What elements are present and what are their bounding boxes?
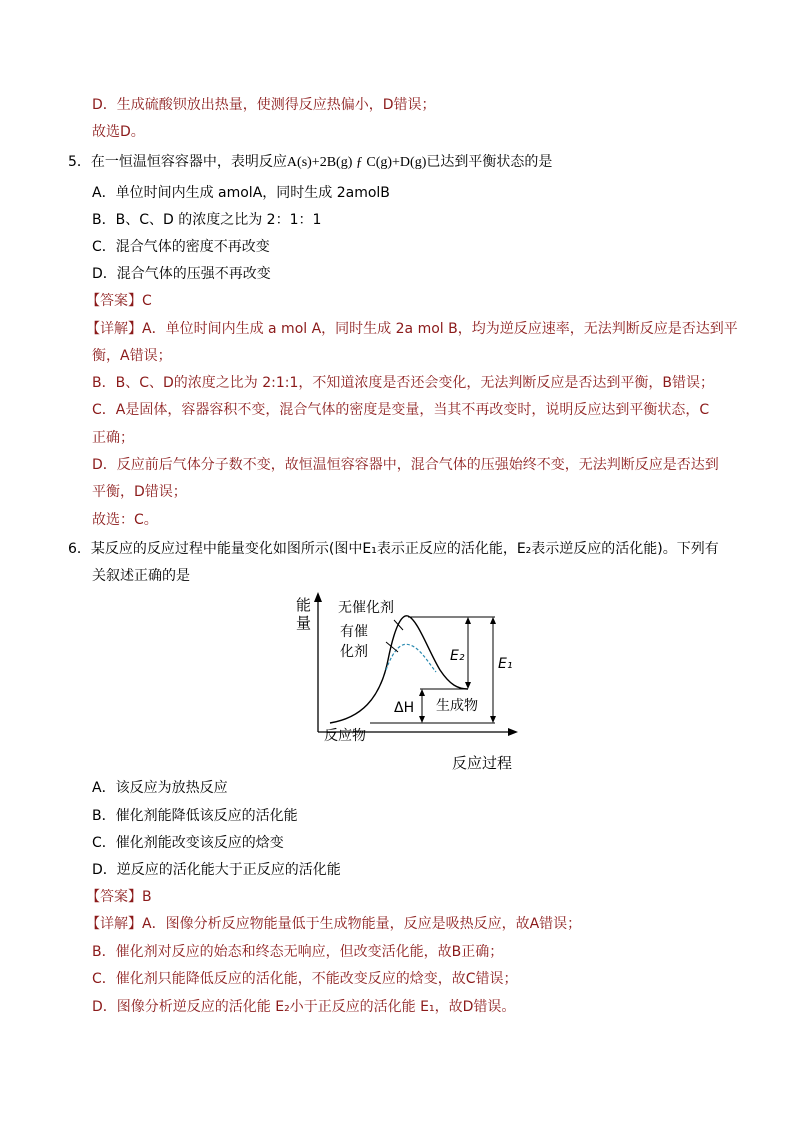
q5-explanation-4: D．反应前后气体分子数不变，故恒温恒容容器中，混合气体的压强始终不变，无法判断反应是否达到 xyxy=(92,457,719,473)
q5-answer xyxy=(86,291,152,311)
q6-option-c: C．催化剂能改变该反应的焓变 xyxy=(92,835,284,851)
y-axis-label-2: 量 xyxy=(296,614,312,632)
q6-explanation-2: B．催化剂对反应的始态和终态无响应，但改变活化能，故B正确； xyxy=(92,944,504,960)
product-label: 生成物 xyxy=(436,698,478,714)
q5-explanation-3: C．A是固体，容器容积不变，混合气体的密度是变量，当其不再改变时，说明反应达到平衡状态，C xyxy=(92,402,710,418)
q5-conclusion: 故选：C。 xyxy=(92,512,158,528)
catalyst-label-2: 化剂 xyxy=(340,644,368,660)
explanation-text: A．图像分析反应物能量低于生成物能量，反应是吸热反应，故A错误； xyxy=(142,916,582,932)
q5-explanation-1b: 衡，A错误； xyxy=(92,348,172,364)
q6-option-a: A．该反应为放热反应 xyxy=(92,780,228,796)
reactant-label: 反应物 xyxy=(324,728,366,744)
q6-answer xyxy=(86,887,152,907)
question-text: 在一恒温恒容容器中，表明反应 xyxy=(90,154,287,170)
explanation-tag: 【详解】 xyxy=(86,916,142,932)
e1-arrow-head-top xyxy=(490,617,496,624)
y-axis-arrow xyxy=(314,592,322,602)
question-text-tail: 已达到平衡状态的是 xyxy=(426,154,553,170)
q5-option-a: A．单位时间内生成 amolA，同时生成 2amolB xyxy=(92,185,390,201)
q6-option-d: D．逆反应的活化能大于正反应的活化能 xyxy=(92,862,341,878)
dh-arrow-head-top xyxy=(419,689,425,696)
e2-label: E₂ xyxy=(450,648,465,664)
x-axis-arrow xyxy=(508,728,518,736)
answer-value: C xyxy=(142,293,152,309)
answer-value: B xyxy=(142,889,152,905)
prev-option-d: D．生成硫酸钡放出热量，使测得反应热偏小，D错误； xyxy=(92,97,436,113)
dh-label: ΔH xyxy=(394,700,415,716)
q5-explanation-1 xyxy=(86,319,738,339)
q6-explanation-1 xyxy=(86,914,581,934)
q5-explanation-2: B．B、C、D的浓度之比为 2:1:1，不知道浓度是否还会变化，无法判断反应是否达到平衡，B错误； xyxy=(92,375,714,391)
question-5-stem xyxy=(68,152,552,173)
question-number: 6． xyxy=(68,541,91,557)
no-catalyst-leader xyxy=(394,620,403,630)
explanation-tag: 【详解】 xyxy=(86,321,142,337)
answer-tag: 【答案】 xyxy=(86,889,142,905)
y-axis-label-1: 能 xyxy=(296,596,312,614)
question-number: 5． xyxy=(68,154,91,170)
q5-option-c: C．混合气体的密度不再改变 xyxy=(92,239,270,255)
reaction-equation: A(s)+2B(g) ƒ C(g)+D(g) xyxy=(286,155,427,170)
e1-arrow-head-bottom xyxy=(490,716,496,723)
q5-option-b: B．B、C、D 的浓度之比为 2：1：1 xyxy=(92,212,322,228)
q6-option-b: B．催化剂能降低该反应的活化能 xyxy=(92,808,298,824)
no-catalyst-label: 无催化剂 xyxy=(338,600,394,616)
q5-explanation-4b: 平衡，D错误； xyxy=(92,484,187,500)
x-axis-label: 反应过程 xyxy=(452,754,513,772)
q5-explanation-3b: 正确； xyxy=(92,430,134,446)
answer-tag: 【答案】 xyxy=(86,293,142,309)
e2-arrow-head-bottom xyxy=(465,682,471,689)
q6-explanation-4: D．图像分析逆反应的活化能 E₂小于正反应的活化能 E₁，故D错误。 xyxy=(92,999,516,1015)
question-6-stem xyxy=(68,539,719,559)
dh-arrow-head-bottom xyxy=(419,716,425,723)
e1-label: E₁ xyxy=(498,656,513,672)
question-text: 某反应的反应过程中能量变化如图所示(图中E₁表示正反应的活化能，E₂表示逆反应的活化能)。下列有 xyxy=(90,541,719,557)
q5-option-d: D．混合气体的压强不再改变 xyxy=(92,266,271,282)
energy-diagram xyxy=(290,590,530,780)
catalyst-label-1: 有催 xyxy=(340,624,368,640)
question-6-stem-2: 关叙述正确的是 xyxy=(92,568,190,584)
e2-arrow-head-top xyxy=(465,617,471,624)
q6-explanation-3: C．催化剂只能降低反应的活化能，不能改变反应的焓变，故C错误； xyxy=(92,971,518,987)
explanation-text: A．单位时间内生成 a mol A，同时生成 2a mol B，均为逆反应速率，无法判断反应是否达到平 xyxy=(142,321,738,337)
prev-conclusion: 故选D。 xyxy=(92,124,145,140)
